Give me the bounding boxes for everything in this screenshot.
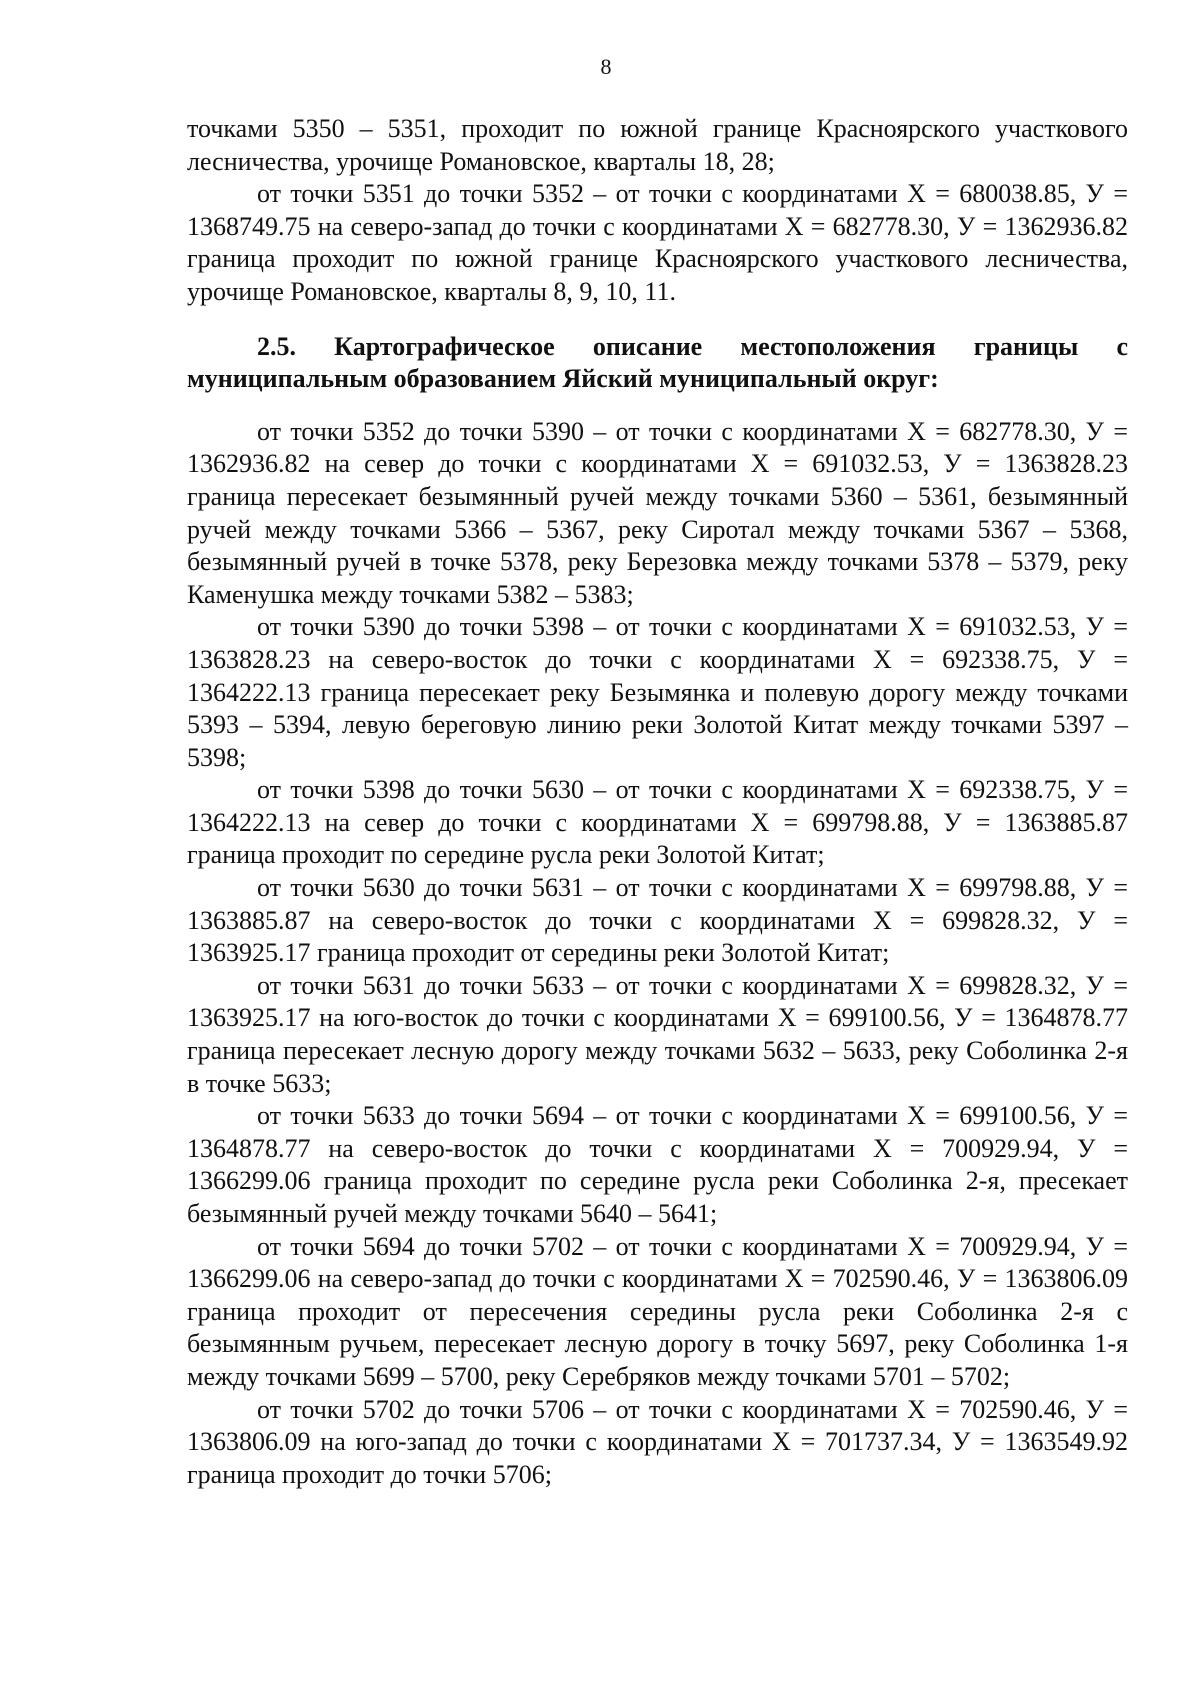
paragraph: от точки 5398 до точки 5630 – от точки с координатами Х = 692338.75, У = 1364222.13 на север до точки с координатами Х = 699798.88, У = 1363885.87 граница проходит по середине русла реки Золотой Китат; — [187, 775, 1128, 870]
paragraph: от точки 5390 до точки 5398 – от точки с координатами Х = 691032.53, У = 1363828.23 на северо-восток до точки с координатами Х = 692338.75, У = 1364222.13 граница пересекает реку Безымянка и полевую дорогу между точками 5393 – 5394, левую береговую линию реки Золотой Китат между точками 5397 – 5398; — [187, 612, 1128, 772]
paragraph: от точки 5702 до точки 5706 – от точки с координатами Х = 702590.46, У = 1363806.09 на юго-запад до точки с координатами Х = 701737.34, У = 1363549.92 граница проходит до точки 5706; — [187, 1394, 1128, 1489]
paragraph-continued: точками 5350 – 5351, проходит по южной границе Красноярского участкового лесничества, урочище Романовское, кварталы 18, 28; — [187, 114, 1128, 176]
page-number: 8 — [600, 54, 612, 79]
document-body — [187, 113, 1128, 1491]
paragraph: от точки 5630 до точки 5631 – от точки с координатами Х = 699798.88, У = 1363885.87 на северо-восток до точки с координатами Х = 699828.32, У = 1363925.17 граница проходит от середины реки Золотой Китат; — [187, 873, 1128, 968]
paragraph: от точки 5694 до точки 5702 – от точки с координатами Х = 700929.94, У = 1366299.06 на северо-запад до точки с координатами Х = 702590.46, У = 1363806.09 граница проходит от пересечения середины русла реки Соболинка 2-я с безымянным ручьем, пересекает лесную дорогу в точку 5697, реку Соболинка 1-я между точками 5699 – 5700, реку Серебряков между точками 5701 – 5702; — [187, 1231, 1128, 1391]
paragraph: от точки 5633 до точки 5694 – от точки с координатами Х = 699100.56, У = 1364878.77 на северо-восток до точки с координатами Х = 700929.94, У = 1366299.06 граница проходит по середине русла реки Соболинка 2-я, пресекает безымянный ручей между точками 5640 – 5641; — [187, 1101, 1128, 1228]
section-heading: 2.5. Картографическое описание местоположения границы с муниципальным образованием Яйский муниципальный округ: — [187, 331, 1128, 394]
paragraph: от точки 5351 до точки 5352 – от точки с координатами Х = 680038.85, У = 1368749.75 на северо-запад до точки с координатами Х = 682778.30, У = 1362936.82 граница проходит по южной границе Красноярского участкового лесничества, урочище Романовское, кварталы 8, 9, 10, 11. — [187, 179, 1128, 306]
paragraph: от точки 5631 до точки 5633 – от точки с координатами Х = 699828.32, У = 1363925.17 на юго-восток до точки с координатами Х = 699100.56, У = 1364878.77 граница пересекает лесную дорогу между точками 5632 – 5633, реку Соболинка 2-я в точке 5633; — [187, 970, 1128, 1098]
paragraph: от точки 5352 до точки 5390 – от точки с координатами Х = 682778.30, У = 1362936.82 на север до точки с координатами Х = 691032.53, У = 1363828.23 граница пересекает безымянный ручей между точками 5360 – 5361, безымянный ручей между точками 5366 – 5367, реку Сиротал между точками 5367 – 5368, безымянный ручей в точке 5378, реку Березовка между точками 5378 – 5379, реку Каменушка между точками 5382 – 5383; — [187, 416, 1128, 609]
